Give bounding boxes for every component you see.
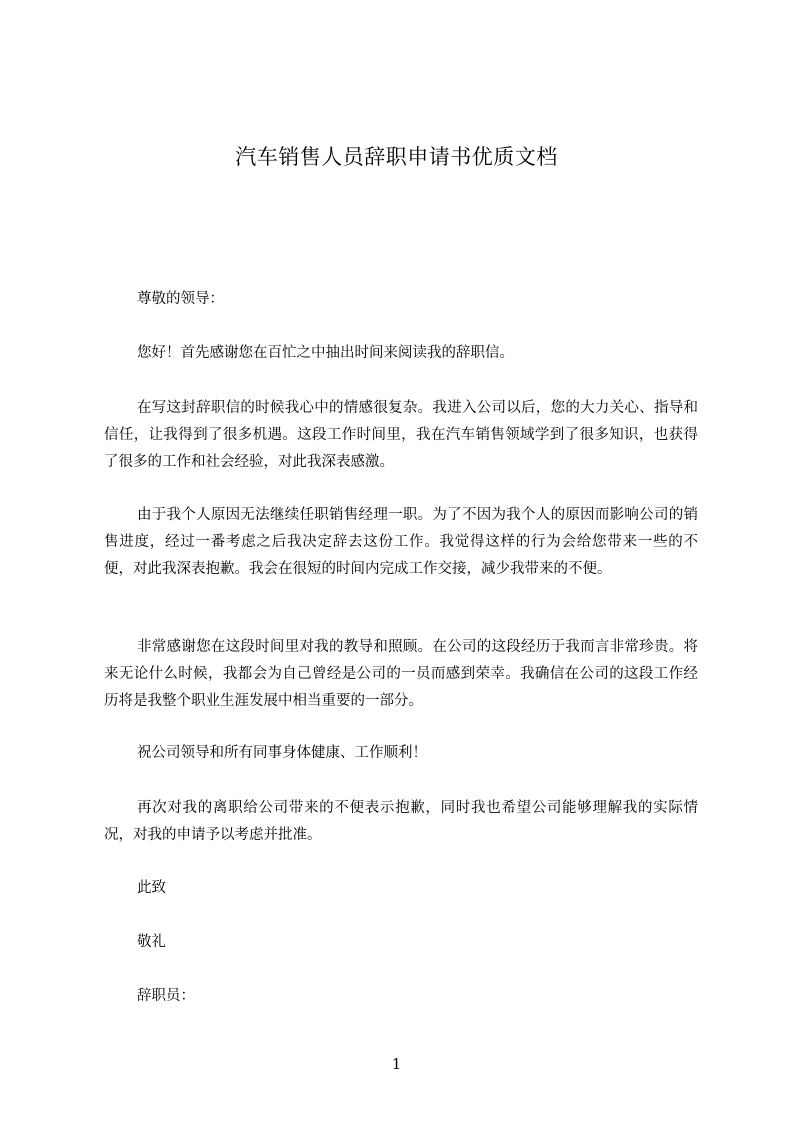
wishes-paragraph: 祝公司领导和所有同事身体健康、工作顺利！ bbox=[137, 745, 427, 761]
closing-line-2: 敬礼 bbox=[137, 934, 166, 950]
page-number: 1 bbox=[391, 1055, 402, 1073]
greeting-paragraph: 您好！首先感谢您在百忙之中抽出时间来阅读我的辞职信。 bbox=[137, 345, 514, 361]
body-paragraph-1: 在写这封辞职信的时候我心中的情感很复杂。我进入公司以后，您的大力关心、指导和信任，让我得到了很多机遇。这段工作时间里，我在汽车销售领域学到了很多知识，也获得了很多的工作和社会经验，对此我深表感激。 bbox=[104, 400, 698, 470]
body-paragraph-2: 由于我个人原因无法继续任职销售经理一职。为了不因为我个人的原因而影响公司的销售进度，经过一番考虑之后我决定辞去这份工作。我觉得这样的行为会给您带来一些的不便，对此我深表抱歉。我会在很短的时间内完成工作交接，减少我带来的不便。 bbox=[104, 507, 698, 577]
closing-line-1: 此致 bbox=[137, 880, 166, 896]
salutation: 尊敬的领导： bbox=[137, 291, 224, 307]
document-title: 汽车销售人员辞职申请书优质文档 bbox=[235, 145, 558, 169]
body-paragraph-4: 再次对我的离职给公司带来的不便表示抱歉，同时我也希望公司能够理解我的实际情况，对我的申请予以考虑并批准。 bbox=[104, 800, 698, 843]
body-paragraph-3: 非常感谢您在这段时间里对我的教导和照顾。在公司的这段经历于我而言非常珍贵。将来无论什么时候，我都会为自己曾经是公司的一员而感到荣幸。我确信在公司的这段工作经历将是我整个职业生涯发展中相当重要的一部分。 bbox=[104, 639, 698, 709]
signature-label: 辞职员： bbox=[137, 988, 195, 1004]
